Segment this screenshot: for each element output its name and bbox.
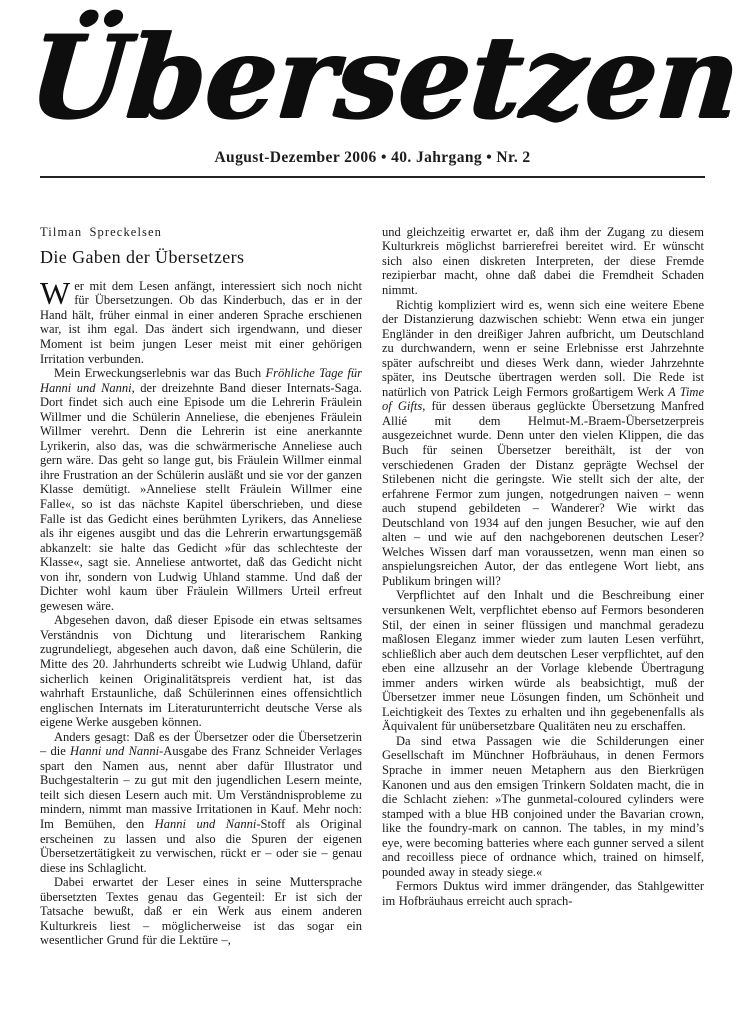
paragraph — [40, 366, 362, 613]
text-run: er mit dem Lesen anfängt, interessiert sich noch nicht für Übersetzungen. Ob das Kinderbuch, das er in der Hand hält, früher einmal in einer anderen Sprache erschienen war, ist ihm egal. Das ändert sich irgendwann, und dieser Moment ist beim jungen Leser meist mit einer gehörigen Irritation verbunden. — [40, 278, 362, 366]
italic-text-run: A Time of Gifts — [382, 384, 705, 414]
paragraph — [382, 879, 704, 908]
masthead — [0, 10, 745, 178]
paragraph — [40, 274, 362, 366]
text-run: Da sind etwa Passagen wie die Schilderungen einer Gesellschaft im Münchner Hofbräuhaus, in denen Fermors Sprache in immer neuen Metaphern aus den Bierkrügen Kanonen und aus den emsigen Trinkern Soldaten macht, die in die Schlacht ziehen: »The gunmetal-coloured cylinders were stamped with a blue HB conjoined under the Bavarian crown, like the foundry-mark on cannon. The tables, in my mind’s eye, were becoming batteries where each gunner served a silent and recoilless piece of ordnance which, trained on himself, pounded away in steady siege.« — [382, 733, 704, 879]
text-run: und gleichzeitig erwartet er, daß ihm der Zugang zu diesem Kulturkreis möglichst barrierefrei bereitet wird. Er wünscht sich also einen diskreten Interpreten, der diese Fremde rezipierbar macht, ohne daß dabei die Fremdheit Schaden nimmt. — [382, 224, 704, 297]
text-run: Mein Erweckungserlebnis war das Buch — [54, 366, 266, 381]
italic-text-run: Hanni und Nanni — [154, 817, 257, 832]
right-column-text — [382, 225, 704, 909]
masthead-title: Übersetzen — [24, 10, 745, 145]
paragraph — [382, 225, 704, 298]
paragraph — [40, 730, 362, 875]
right-column — [382, 225, 704, 985]
text-run: Fermors Duktus wird immer drängender, das Stahlgewitter im Hofbräuhaus erreicht auch sprach- — [382, 879, 704, 908]
text-run: Verpflichtet auf den Inhalt und die Beschreibung einer versunkenen Welt, verpflichtet ebenso auf Fermors besonderen Stil, der einen in seiner flüssigen und manchmal geradezu maßlosen Eleganz immer wieder zum lauten Lesen verführt, schließlich aber auch dem deutschen Leser verpflichtet, auf den eben eine allzusehr an der Vorlage klebende Übertragung immer anders wirken würde als beabsichtigt, muß der Übersetzer immer neue Lösungen finden, um Schönheit und Leichtigkeit des Textes zu erhalten und ihn gegebenenfalls als Äquivalent für unübersetzbare Qualitäten neu zu erschaffen. — [382, 588, 704, 734]
drop-cap: W — [40, 274, 71, 311]
masthead-rule — [40, 176, 705, 178]
paragraph — [382, 734, 704, 879]
text-run: , der dreizehnte Band dieser Internats-Saga. Dort findet sich auch eine Episode um die Lehrerin Fräulein Willmer und die Schülerin Anneliese, die ebenjenes Fräulein Willmer verehrt. Denn die Lehrerin ist eine anerkannte Lyrikerin, also das, was die schwärmerische Anneliese auch gern wäre. Das geht so lange gut, bis Fräulein Willmer einmal ihre Frustration an der Schülerin ausläßt und sie vor der ganzen Klasse demütigt. »Anneliese stellt Fräulein Willmer eine Falle«, so ist das nächste Kapitel überschrieben, und diese Falle ist das Gedicht eines berühmten Lyrikers, das Anneliese als ihr eigenes ausgibt und das die Lehrerin erwartungsgemäß abkanzelt: sie halte das Gedicht »für das schlechteste der Klasse«, sagt sie. Anneliese antwortet, daß das Gedicht nicht von ihr, sondern von Ludwig Uhland stamme. Und daß der Dichter wohl kaum über Fräulein Willmers Urteil erfreut gewesen wäre. — [40, 380, 362, 613]
left-column — [40, 225, 362, 985]
paragraph — [382, 298, 704, 589]
text-run: Anders gesagt: Daß es der Übersetzer oder die Übersetzerin – die — [40, 729, 362, 759]
author-byline: Tilman Spreckelsen — [40, 224, 162, 239]
text-run: -Ausgabe des Franz Schneider Verlages spart den Namen aus, nennt aber dafür Illustrator und Buchgestalterin – zu gut mit den jugendlichen Lesern meinte, teilt sich diesen Lesern auch mit. Um Verständnisprobleme zu mindern, nimmt man massive Irritationen in Kauf. Mehr noch: Im Bemühen, den — [40, 744, 362, 832]
article-headline: Die Gaben der Übersetzers — [40, 246, 245, 267]
italic-text-run: Hanni und Nanni — [70, 744, 160, 759]
paragraph — [382, 588, 704, 733]
left-column-text — [40, 274, 362, 948]
text-run: -Stoff als Original erscheinen zu lassen und also die Spuren der eigenen Übersetzertätigkeit zu verwischen, rückt er – oder sie – genau diese ins Schlaglicht. — [40, 817, 362, 875]
text-run: , für dessen überaus geglückte Übersetzung Manfred Allié mit dem Helmut-M.-Braem-Übersetzerpreis ausgezeichnet wurde. Denn unter den vielen Klippen, die das Buch für seinen Übersetzer bereithält, ist der von verschiedenen Graden der Distanz geprägte Wechsel der Stilebenen nicht die geringste. Wie stellt sich der alte, der erfahrene Fermor zum jungen, notgedrungen naiven – wenn auch stupend gebildeten – Wanderer? Wie wirkt das Deutschland von 1934 auf den jungen Besucher, wie auf den alten – und wie auf den nachgeborenen deutschen Leser? Welches Wissen darf man voraussetzen, wenn man einen so anspielungsreichen Autor, der das entlegene Wort liebt, ans Publikum bringen will? — [382, 399, 704, 588]
paragraph — [40, 613, 362, 729]
issue-dateline: August-Dezember 2006 • 40. Jahrgang • Nr. 2 — [214, 148, 531, 166]
article-body — [0, 225, 745, 985]
italic-text-run: Fröhliche Tage für Hanni und Nanni — [40, 366, 362, 395]
text-run: Abgesehen davon, daß dieser Episode ein etwas seltsames Verständnis von Dichtung und literarischem Ranking zugrundeliegt, abgesehen auch davon, daß eine Schülerin, die Mitte des 20. Jahrhunderts schreibt wie Ludwig Uhland, dafür sicherlich keinen Originalitätspreis verdient hat, ist das wahrhaft Erstaunliche, daß Schülerinnen eines offensichtlich englischen Internats im Literaturunterricht deutsche Verse als eigene Werke ausgeben können. — [40, 613, 362, 730]
paragraph — [40, 875, 362, 948]
text-run: Dabei erwartet der Leser eines in seine Muttersprache übersetzten Textes genau das Gegenteil: Er ist sich der Tatsache bewußt, daß er ein Werk aus einem anderen Kulturkreis liest – möglicherweise ist das sogar ein wesentlicher Grund für die Lektüre –, — [40, 875, 362, 948]
text-run: Richtig kompliziert wird es, wenn sich eine weitere Ebene der Distanzierung dazwischen schiebt: Wenn etwa ein junger Engländer in den dreißiger Jahren aufbricht, um Deutschland zu durchwandern, wenn er seine Erlebnisse erst Jahrzehnte später aufschreibt und dieses Werk dann, wieder Jahrzehnte später, ins Deutsche übertragen werden soll. Die Rede ist natürlich von Patrick Leigh Fermors großartigem Werk — [382, 297, 704, 399]
